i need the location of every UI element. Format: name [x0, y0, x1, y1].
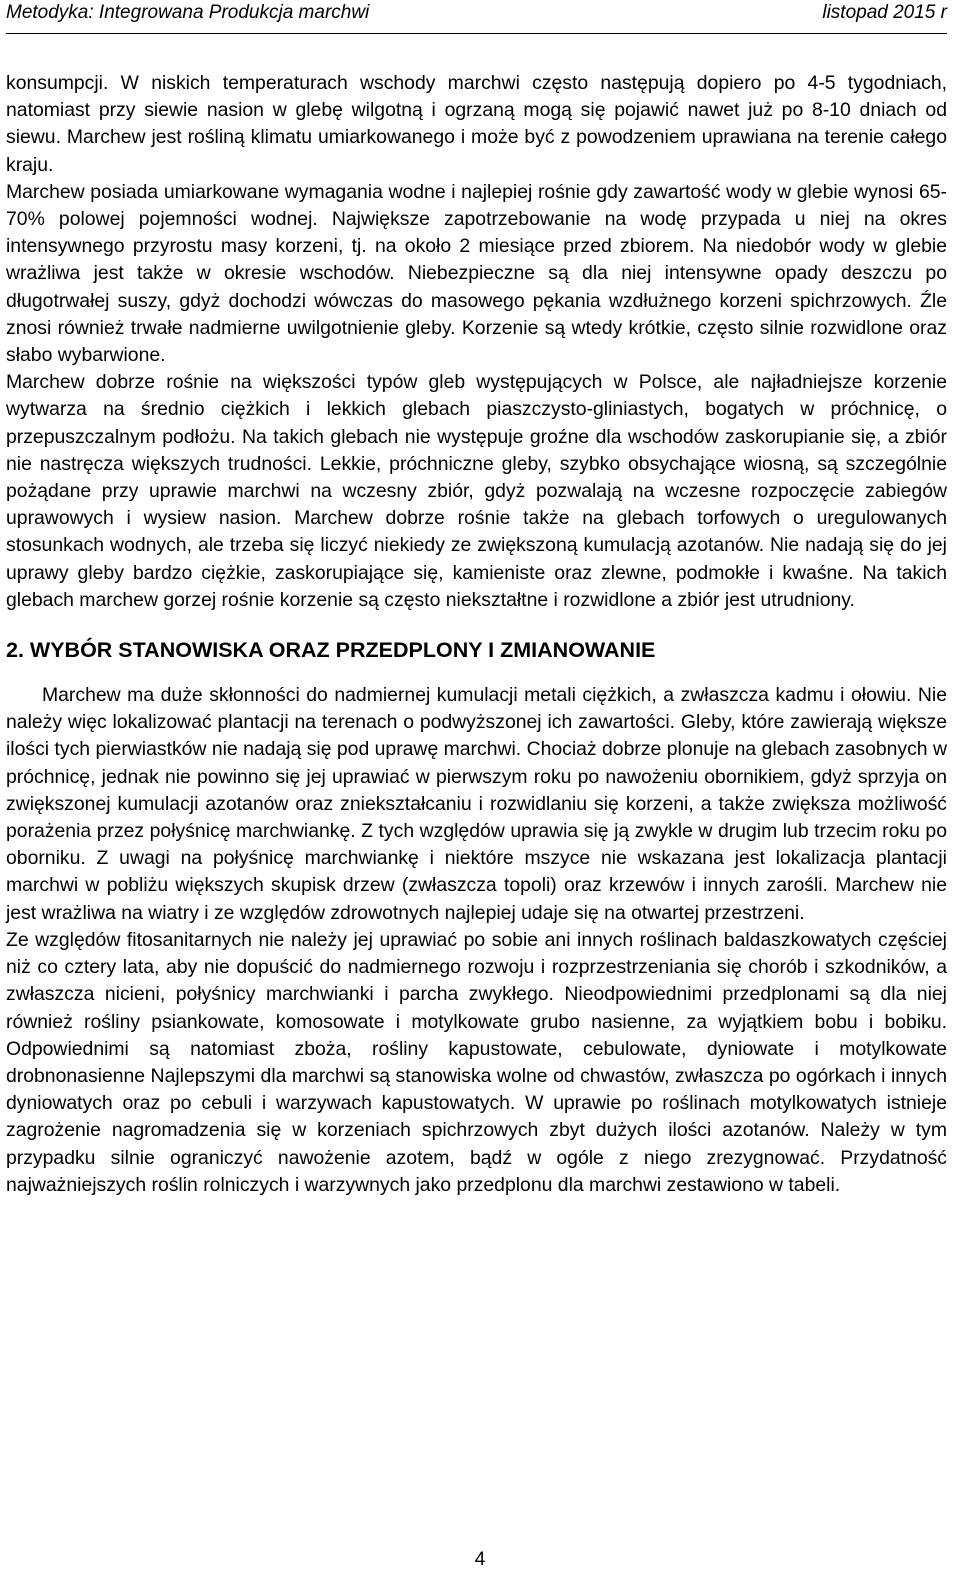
header-date: listopad 2015 r: [822, 2, 947, 23]
paragraph: Marchew ma duże skłonności do nadmiernej kumulacji metali ciężkich, a zwłaszcza kadmu i ołowiu. Nie należy więc lokalizować plantacji na terenach o podwyższonej ich zawartości. Gleby, które zawierają większe ilości tych pierwiastków nie nadają się pod uprawę marchwi. Chociaż dobrze plonuje na glebach zasobnych w próchnicę, jednak nie powinno się jej uprawiać w pierwszym roku po nawożeniu obornikiem, gdyż sprzyja on zwiększonej kumulacji azotanów oraz zniekształcaniu i rozwidlaniu się korzeni, a także zwiększa możliwość porażenia przez połyśnicę marchwiankę. Z tych względów uprawia się ją zwykle w drugim lub trzecim roku po oborniku. Z uwagi na połyśnicę marchwiankę i niektóre mszyce nie wskazana jest lokalizacja plantacji marchwi w pobliżu większych skupisk drzew (zwłaszcza topoli) oraz krzewów i innych zarośli. Marchew nie jest wrażliwa na wiatry i ze względów zdrowotnych najlepiej udaje się na otwartej przestrzeni.: [6, 684, 947, 924]
paragraph: Ze względów fitosanitarnych nie należy jej uprawiać po sobie ani innych roślinach baldaszkowatych częściej niż co cztery lata, aby nie dopuścić do nadmiernego rozwoju i rozprzestrzeniania się chorób i szkodników, a zwłaszcza nicieni, połyśnicy marchwianki i parcha zwykłego. Nieodpowiednimi przedplonami są dla niej również rośliny psiankowate, komosowate i motylkowate grubo nasienne, za wyjątkiem bobu i bobiku. Odpowiednimi są natomiast zboża, rośliny kapustowate, cebulowate, dyniowate i motylkowate drobnonasienne Najlepszymi dla marchwi są stanowiska wolne od chwastów, zwłaszcza po ogórkach i innych dyniowatych oraz po cebuli i warzywach kapustowatych. W uprawie po roślinach motylkowatych istnieje zagrożenie nagromadzenia się w korzeniach spichrzowych zbyt dużych ilości azotanów. Należy w tym przypadku silnie ograniczyć nawożenie azotem, bądź w ogóle z niego zrezygnować. Przydatność najważniejszych roślin rolniczych i warzywnych jako przedplonu dla marchwi zestawiono w tabeli.: [6, 928, 947, 1196]
paragraph: konsumpcji. W niskich temperaturach wschody marchwi często następują dopiero po 4-5 tygodniach, natomiast przy siewie nasion w glebę wilgotną i ogrzaną mogą się pojawić nawet już po 8-10 dniach od siewu. Marchew jest rośliną klimatu umiarkowanego i może być z powodzeniem uprawiana na terenie całego kraju.: [6, 72, 947, 176]
page-number: 4: [474, 1549, 486, 1570]
paragraph: Marchew posiada umiarkowane wymagania wodne i najlepiej rośnie gdy zawartość wody w glebie wynosi 65-70% polowej pojemności wodnej. Największe zapotrzebowanie na wodę przypada u niej na okres intensywnego przyrostu masy korzeni, tj. na około 2 miesiące przed zbiorem. Na niedobór wody w glebie wrażliwa jest także w okresie wschodów. Niebezpieczne są dla niej intensywne opady deszczu po długotrwałej suszy, gdyż dochodzi wówczas do masowego pękania wzdłużnego korzeni spichrzowych. Źle znosi również trwałe nadmierne uwilgotnienie gleby. Korzenie są wtedy krótkie, często silnie rozwidlone oraz słabo wybarwione.: [6, 180, 947, 367]
section-heading: 2. WYBÓR STANOWISKA ORAZ PRZEDPLONY I ZMIANOWANIE: [6, 638, 656, 663]
document-body: [6, 70, 947, 1199]
page-header: [6, 0, 947, 34]
header-title: Metodyka: Integrowana Produkcja marchwi: [6, 2, 370, 23]
paragraph: Marchew dobrze rośnie na większości typów gleb występujących w Polsce, ale najładniejsze korzenie wytwarza na średnio ciężkich i lekkich glebach piaszczysto-gliniastych, bogatych w próchnicę, o przepuszczalnym podłożu. Na takich glebach nie występuje groźne dla wschodów zaskorupianie się, a zbiór nie nastręcza większych trudności. Lekkie, próchniczne gleby, szybko obsychające wiosną, są szczególnie pożądane przy uprawie marchwi na wczesny zbiór, gdyż pozwalają na wczesne rozpoczęcie zabiegów uprawowych i wysiew nasion. Marchew dobrze rośnie także na glebach torfowych o uregulowanych stosunkach wodnych, ale trzeba się liczyć niekiedy ze zwiększoną kumulacją azotanów. Nie nadają się do jej uprawy gleby bardzo ciężkie, zaskorupiające się, kamieniste oraz zlewne, podmokłe i kwaśne. Na takich glebach marchew gorzej rośnie korzenie są często niekształtne i rozwidlone a zbiór jest utrudniony.: [6, 371, 947, 611]
